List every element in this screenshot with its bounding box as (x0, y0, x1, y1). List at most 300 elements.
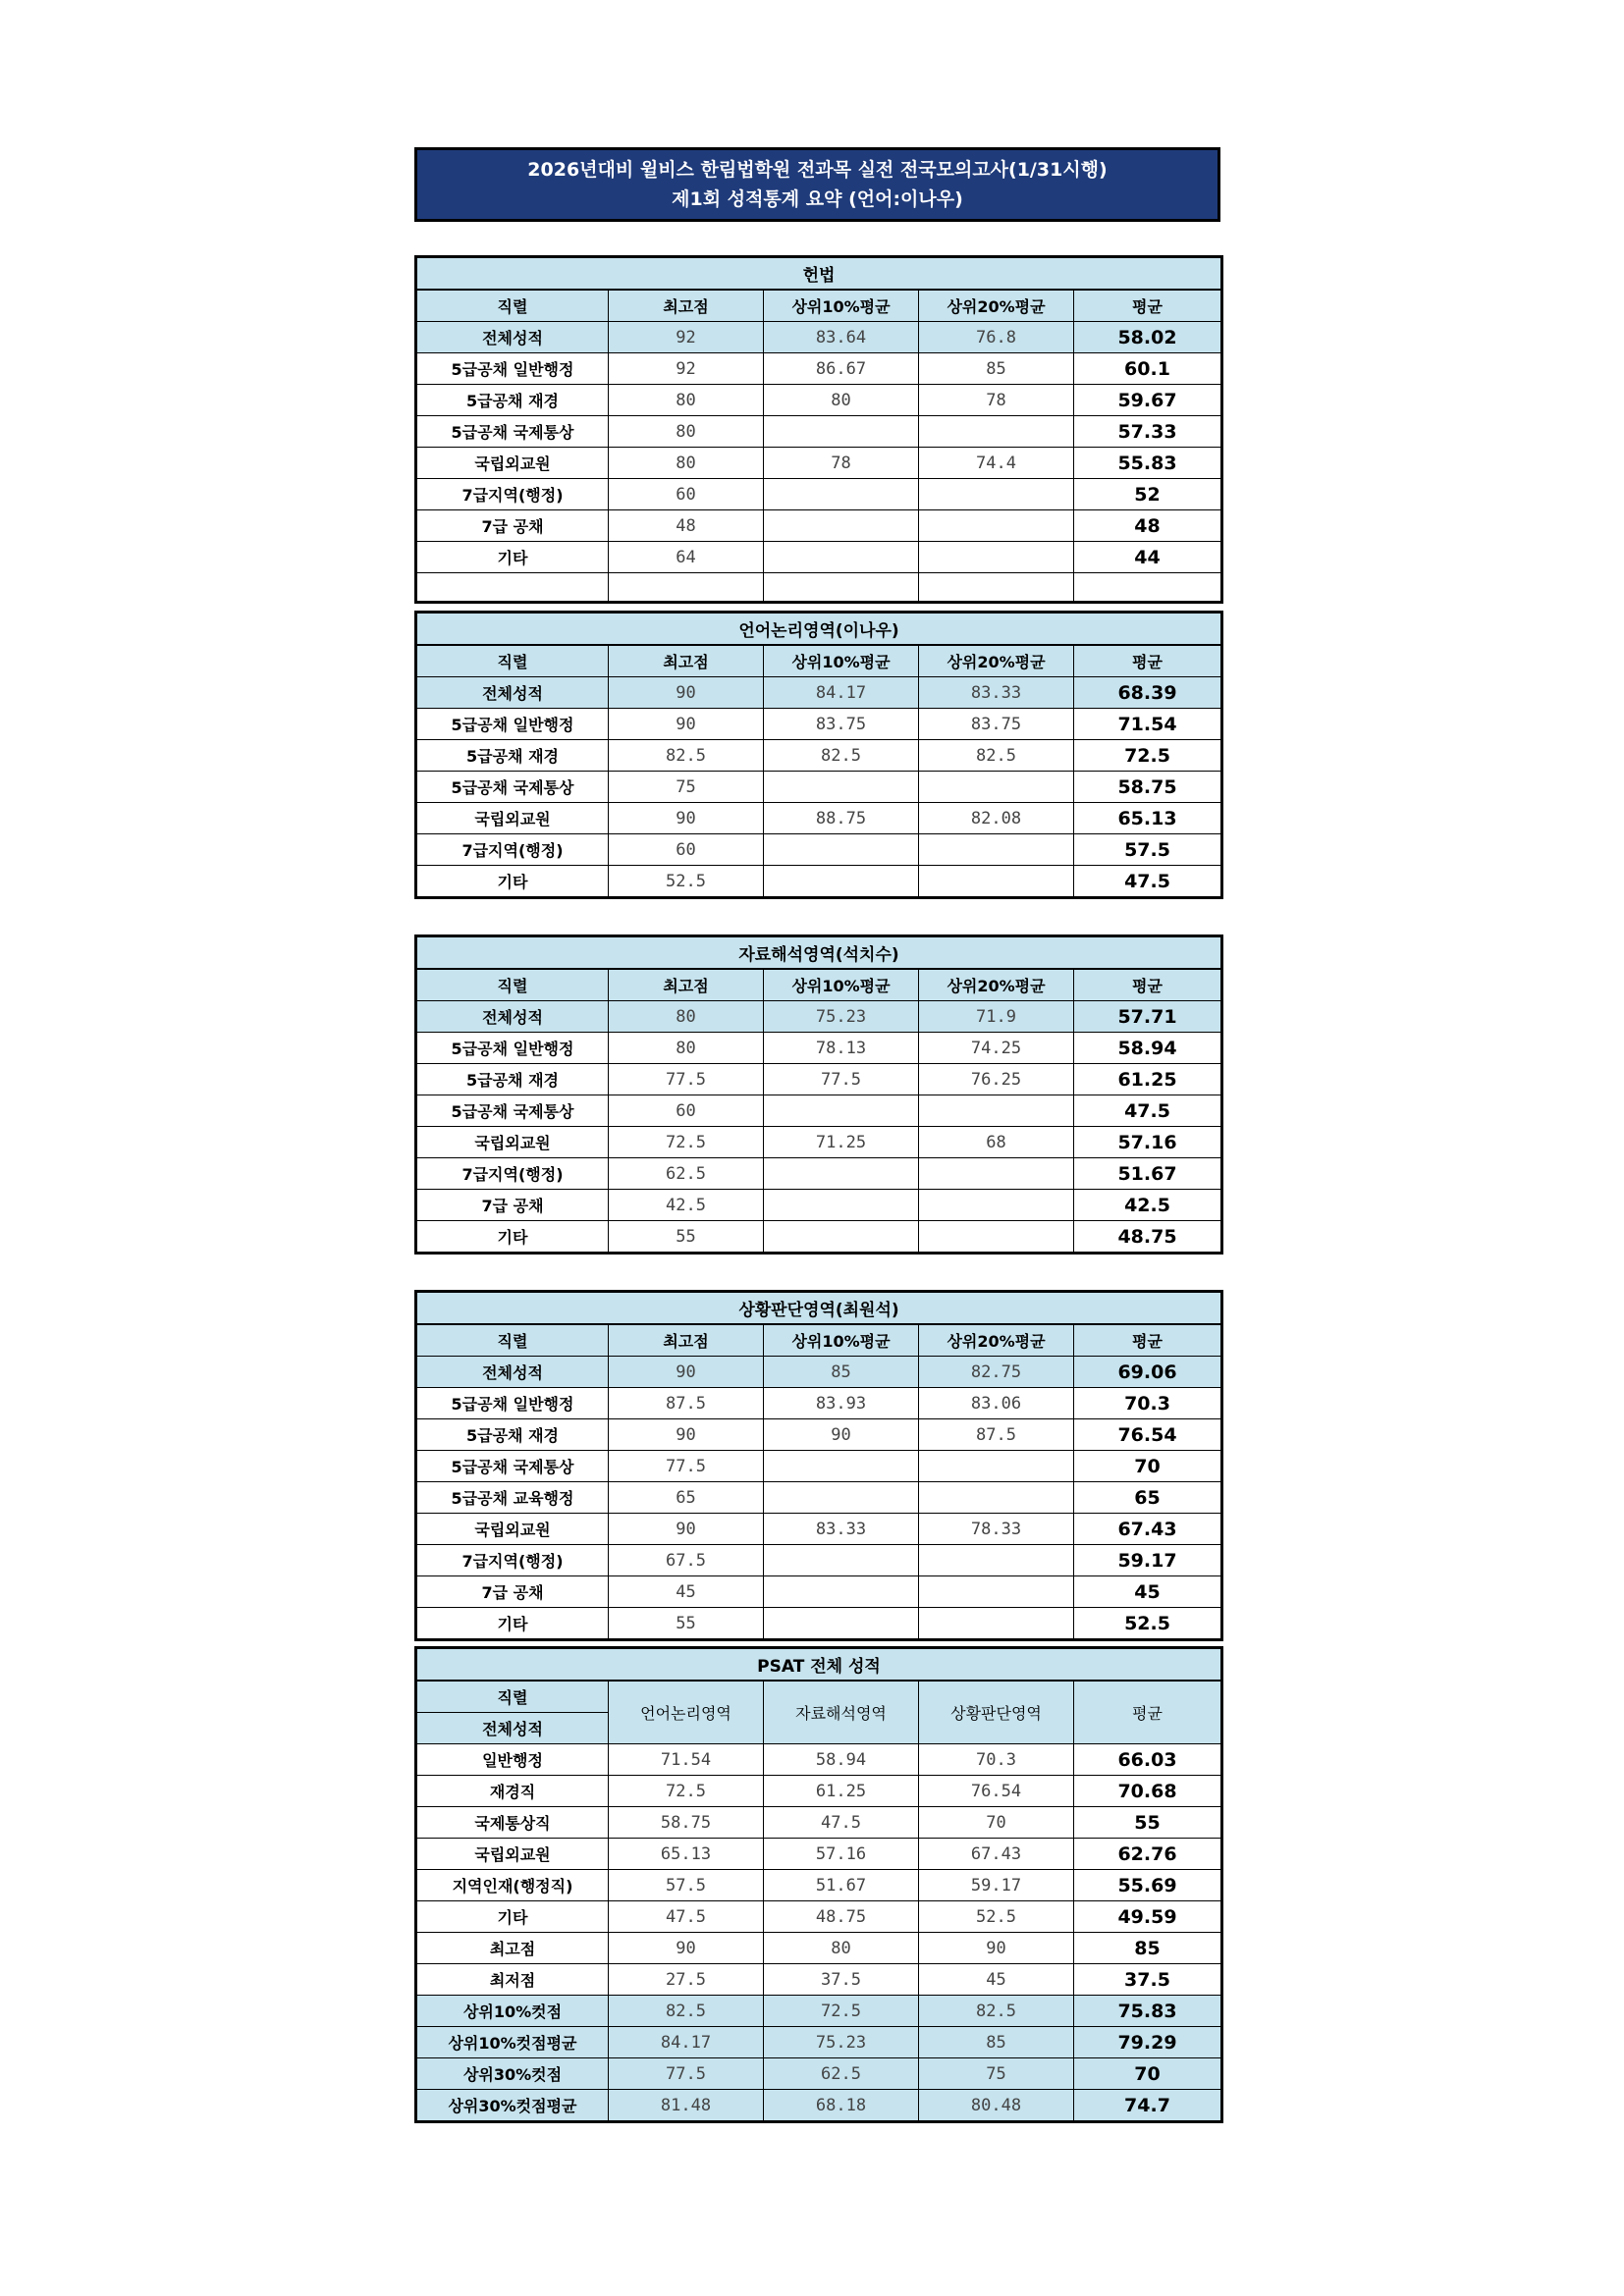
situation-score: 80.48 (919, 2090, 1074, 2122)
top20-avg: 78 (919, 385, 1074, 416)
data-score: 37.5 (764, 1964, 919, 1996)
table-row (416, 2027, 1222, 2058)
max-score: 55 (609, 1608, 764, 1640)
data-score: 68.18 (764, 2090, 919, 2122)
row-label: 5급공채 국제통상 (416, 1451, 609, 1482)
column-header: 상위20%평균 (919, 1324, 1074, 1357)
max-score: 90 (609, 803, 764, 834)
row-label: 국립외교원 (416, 1514, 609, 1545)
top20-avg (919, 542, 1074, 573)
situation-score: 70 (919, 1807, 1074, 1839)
column-header: 자료해석영역 (764, 1681, 919, 1744)
average: 44 (1074, 542, 1222, 573)
section-title: 언어논리영역(이나우) (416, 613, 1222, 646)
top10-avg: 78.13 (764, 1033, 919, 1064)
row-label: 7급 공채 (416, 1190, 609, 1221)
table-row (416, 1964, 1222, 1996)
column-header: 직렬 (416, 290, 609, 322)
average: 58.75 (1074, 772, 1222, 803)
row-label: 전체성적 (416, 1001, 609, 1033)
top10-avg (764, 1190, 919, 1221)
table-row (416, 2058, 1222, 2090)
max-score: 67.5 (609, 1545, 764, 1576)
max-score: 80 (609, 1033, 764, 1064)
average: 59.17 (1074, 1545, 1222, 1576)
average: 72.5 (1074, 740, 1222, 772)
top20-avg: 83.33 (919, 677, 1074, 709)
top10-avg: 84.17 (764, 677, 919, 709)
average: 76.54 (1074, 1419, 1222, 1451)
table-row (416, 1576, 1222, 1608)
verbal-score: 47.5 (609, 1901, 764, 1933)
table-row (416, 2090, 1222, 2122)
top20-avg: 68 (919, 1127, 1074, 1158)
average: 69.06 (1074, 1357, 1222, 1388)
verbal-score: 81.48 (609, 2090, 764, 2122)
row-label: 국제통상직 (416, 1807, 609, 1839)
top10-avg: 80 (764, 385, 919, 416)
top10-avg (764, 479, 919, 510)
situation-score: 75 (919, 2058, 1074, 2090)
top20-avg (919, 866, 1074, 898)
section-table (414, 934, 1223, 1255)
table-row (416, 677, 1222, 709)
section-table (414, 1290, 1223, 1641)
average: 58.94 (1074, 1033, 1222, 1064)
top20-avg: 74.4 (919, 448, 1074, 479)
average: 47.5 (1074, 1095, 1222, 1127)
table-row (416, 1807, 1222, 1839)
average: 55.83 (1074, 448, 1222, 479)
average: 79.29 (1074, 2027, 1222, 2058)
table-row (416, 1482, 1222, 1514)
row-label: 국립외교원 (416, 448, 609, 479)
verbal-score: 77.5 (609, 2058, 764, 2090)
row-label: 기타 (416, 1221, 609, 1254)
data-score: 57.16 (764, 1839, 919, 1870)
verbal-score: 71.54 (609, 1744, 764, 1776)
top20-avg: 71.9 (919, 1001, 1074, 1033)
column-header: 평균 (1074, 1681, 1222, 1744)
row-label: 5급공채 일반행정 (416, 353, 609, 385)
average: 58.02 (1074, 322, 1222, 353)
table-row (416, 1127, 1222, 1158)
top10-avg: 85 (764, 1357, 919, 1388)
max-score: 87.5 (609, 1388, 764, 1419)
column-header: 상위10%평균 (764, 969, 919, 1001)
row-label: 7급 공채 (416, 510, 609, 542)
column-header: 언어논리영역 (609, 1681, 764, 1744)
top10-avg (764, 1095, 919, 1127)
row-label: 5급공채 재경 (416, 1419, 609, 1451)
table-row (416, 416, 1222, 448)
table-row (416, 1419, 1222, 1451)
verbal-score: 82.5 (609, 1996, 764, 2027)
column-header: 전체성적 (416, 1713, 609, 1744)
top20-avg: 83.06 (919, 1388, 1074, 1419)
row-label: 기타 (416, 542, 609, 573)
top20-avg (919, 1190, 1074, 1221)
average: 49.59 (1074, 1901, 1222, 1933)
top10-avg (764, 1576, 919, 1608)
column-header: 최고점 (609, 1324, 764, 1357)
table-row (416, 1095, 1222, 1127)
row-label: 5급공채 일반행정 (416, 1033, 609, 1064)
top10-avg (764, 416, 919, 448)
column-header: 상황판단영역 (919, 1681, 1074, 1744)
verbal-score: 27.5 (609, 1964, 764, 1996)
table-row (416, 385, 1222, 416)
max-score: 55 (609, 1221, 764, 1254)
table-row (416, 1776, 1222, 1807)
top10-avg (764, 1482, 919, 1514)
max-score: 48 (609, 510, 764, 542)
table-row (416, 1033, 1222, 1064)
row-label: 상위10%컷점평균 (416, 2027, 609, 2058)
top10-avg (764, 510, 919, 542)
max-score: 60 (609, 834, 764, 866)
top10-avg (764, 866, 919, 898)
row-label: 최저점 (416, 1964, 609, 1996)
section-title: 상황판단영역(최원석) (416, 1292, 1222, 1325)
average: 66.03 (1074, 1744, 1222, 1776)
row-label: 지역인재(행정직) (416, 1870, 609, 1901)
max-score: 92 (609, 322, 764, 353)
column-header: 직렬 (416, 1681, 609, 1713)
average: 57.16 (1074, 1127, 1222, 1158)
verbal-score: 57.5 (609, 1870, 764, 1901)
row-label: 7급지역(행정) (416, 479, 609, 510)
verbal-score: 58.75 (609, 1807, 764, 1839)
top10-avg: 83.93 (764, 1388, 919, 1419)
top20-avg (919, 1576, 1074, 1608)
column-header: 평균 (1074, 645, 1222, 677)
data-score: 72.5 (764, 1996, 919, 2027)
top20-avg (919, 510, 1074, 542)
max-score: 42.5 (609, 1190, 764, 1221)
row-label: 상위30%컷점 (416, 2058, 609, 2090)
max-score: 60 (609, 1095, 764, 1127)
section-table (414, 255, 1223, 604)
top10-avg (764, 834, 919, 866)
average: 52.5 (1074, 1608, 1222, 1640)
top20-avg (919, 1482, 1074, 1514)
max-score: 45 (609, 1576, 764, 1608)
average: 70.3 (1074, 1388, 1222, 1419)
table-row (416, 772, 1222, 803)
header-row (416, 969, 1222, 1001)
top10-avg (764, 1158, 919, 1190)
data-score: 48.75 (764, 1901, 919, 1933)
psat-table (414, 1646, 1223, 2123)
section-title: 자료해석영역(석치수) (416, 936, 1222, 970)
row-label: 7급지역(행정) (416, 1545, 609, 1576)
average: 67.43 (1074, 1514, 1222, 1545)
table-row (416, 1996, 1222, 2027)
table-row (416, 1357, 1222, 1388)
situation-score: 67.43 (919, 1839, 1074, 1870)
max-score: 77.5 (609, 1064, 764, 1095)
table-row (416, 1388, 1222, 1419)
row-label: 5급공채 국제통상 (416, 772, 609, 803)
column-header: 평균 (1074, 1324, 1222, 1357)
top20-avg: 82.75 (919, 1357, 1074, 1388)
max-score: 80 (609, 1001, 764, 1033)
row-label: 기타 (416, 1608, 609, 1640)
average: 37.5 (1074, 1964, 1222, 1996)
table-row (416, 1933, 1222, 1964)
row-label: 7급지역(행정) (416, 834, 609, 866)
top20-avg: 87.5 (919, 1419, 1074, 1451)
max-score: 60 (609, 479, 764, 510)
max-score: 62.5 (609, 1158, 764, 1190)
max-score: 90 (609, 677, 764, 709)
column-header: 직렬 (416, 1324, 609, 1357)
average: 55 (1074, 1807, 1222, 1839)
table-row (416, 1451, 1222, 1482)
title-line1: 2026년대비 윌비스 한림법학원 전과목 실전 전국모의고사(1/31시행) (527, 159, 1108, 181)
column-header: 상위20%평균 (919, 969, 1074, 1001)
top10-avg: 86.67 (764, 353, 919, 385)
average: 57.5 (1074, 834, 1222, 866)
situation-score: 82.5 (919, 1996, 1074, 2027)
top20-avg (919, 1095, 1074, 1127)
row-label: 7급지역(행정) (416, 1158, 609, 1190)
column-header: 상위20%평균 (919, 645, 1074, 677)
max-score: 82.5 (609, 740, 764, 772)
table-row (416, 322, 1222, 353)
situation-score: 52.5 (919, 1901, 1074, 1933)
row-label: 7급 공채 (416, 1576, 609, 1608)
top10-avg (764, 772, 919, 803)
row-label: 상위10%컷점 (416, 1996, 609, 2027)
average: 51.67 (1074, 1158, 1222, 1190)
average: 75.83 (1074, 1996, 1222, 2027)
header-row (416, 1681, 1222, 1713)
top20-avg (919, 772, 1074, 803)
header-row (416, 290, 1222, 322)
table-row (416, 353, 1222, 385)
top10-avg: 83.64 (764, 322, 919, 353)
situation-score: 45 (919, 1964, 1074, 1996)
top20-avg (919, 416, 1074, 448)
title-line2: 제1회 성적통계 요약 (언어:이나우) (672, 188, 963, 210)
row-label: 재경직 (416, 1776, 609, 1807)
top10-avg: 75.23 (764, 1001, 919, 1033)
max-score: 80 (609, 385, 764, 416)
row-label: 기타 (416, 866, 609, 898)
average: 74.7 (1074, 2090, 1222, 2122)
table-row (416, 1870, 1222, 1901)
row-label: 전체성적 (416, 1357, 609, 1388)
table-row (416, 1190, 1222, 1221)
report (414, 147, 1220, 2116)
row-label: 5급공채 국제통상 (416, 416, 609, 448)
table-row (416, 1744, 1222, 1776)
top10-avg: 82.5 (764, 740, 919, 772)
spacer-row (416, 573, 1222, 603)
table-row (416, 1514, 1222, 1545)
max-score: 90 (609, 709, 764, 740)
row-label: 5급공채 재경 (416, 385, 609, 416)
row-label: 국립외교원 (416, 803, 609, 834)
top20-avg (919, 1451, 1074, 1482)
max-score: 90 (609, 1419, 764, 1451)
row-label: 전체성적 (416, 677, 609, 709)
section-title: 헌법 (416, 257, 1222, 291)
average: 45 (1074, 1576, 1222, 1608)
top20-avg (919, 834, 1074, 866)
average: 52 (1074, 479, 1222, 510)
row-label: 5급공채 재경 (416, 740, 609, 772)
average: 70 (1074, 1451, 1222, 1482)
data-score: 47.5 (764, 1807, 919, 1839)
top10-avg (764, 1608, 919, 1640)
table-row (416, 1158, 1222, 1190)
row-label: 국립외교원 (416, 1127, 609, 1158)
max-score: 80 (609, 448, 764, 479)
verbal-score: 72.5 (609, 1776, 764, 1807)
row-label: 상위30%컷점평균 (416, 2090, 609, 2122)
top20-avg (919, 479, 1074, 510)
average: 70 (1074, 2058, 1222, 2090)
average: 57.71 (1074, 1001, 1222, 1033)
data-score: 51.67 (764, 1870, 919, 1901)
situation-score: 90 (919, 1933, 1074, 1964)
row-label: 5급공채 국제통상 (416, 1095, 609, 1127)
top20-avg: 83.75 (919, 709, 1074, 740)
top10-avg (764, 542, 919, 573)
column-header: 상위10%평균 (764, 1324, 919, 1357)
report-title (414, 147, 1220, 222)
data-score: 58.94 (764, 1744, 919, 1776)
top10-avg (764, 1451, 919, 1482)
table-row (416, 803, 1222, 834)
column-header: 상위10%평균 (764, 645, 919, 677)
max-score: 64 (609, 542, 764, 573)
row-label: 5급공채 재경 (416, 1064, 609, 1095)
table-row (416, 866, 1222, 898)
average: 60.1 (1074, 353, 1222, 385)
top10-avg: 83.75 (764, 709, 919, 740)
top20-avg: 74.25 (919, 1033, 1074, 1064)
average: 71.54 (1074, 709, 1222, 740)
column-header: 최고점 (609, 290, 764, 322)
section-table (414, 611, 1223, 899)
top20-avg: 82.08 (919, 803, 1074, 834)
verbal-score: 65.13 (609, 1839, 764, 1870)
max-score: 77.5 (609, 1451, 764, 1482)
column-header: 직렬 (416, 969, 609, 1001)
row-label: 일반행정 (416, 1744, 609, 1776)
verbal-score: 84.17 (609, 2027, 764, 2058)
table-row (416, 1545, 1222, 1576)
max-score: 80 (609, 416, 764, 448)
table-row (416, 1221, 1222, 1254)
table-row (416, 1064, 1222, 1095)
top20-avg (919, 1545, 1074, 1576)
top20-avg: 78.33 (919, 1514, 1074, 1545)
average: 61.25 (1074, 1064, 1222, 1095)
average: 48.75 (1074, 1221, 1222, 1254)
top20-avg: 76.8 (919, 322, 1074, 353)
row-label: 기타 (416, 1901, 609, 1933)
table-row (416, 542, 1222, 573)
table-row (416, 479, 1222, 510)
top20-avg: 76.25 (919, 1064, 1074, 1095)
situation-score: 85 (919, 2027, 1074, 2058)
average: 48 (1074, 510, 1222, 542)
table-row (416, 510, 1222, 542)
table-row (416, 709, 1222, 740)
table-row (416, 834, 1222, 866)
average: 65 (1074, 1482, 1222, 1514)
top20-avg: 85 (919, 353, 1074, 385)
top10-avg: 83.33 (764, 1514, 919, 1545)
max-score: 90 (609, 1514, 764, 1545)
top20-avg: 82.5 (919, 740, 1074, 772)
average: 59.67 (1074, 385, 1222, 416)
average: 70.68 (1074, 1776, 1222, 1807)
table-row (416, 448, 1222, 479)
average: 47.5 (1074, 866, 1222, 898)
row-label: 전체성적 (416, 322, 609, 353)
section-title: PSAT 전체 성적 (416, 1648, 1222, 1682)
max-score: 90 (609, 1357, 764, 1388)
average: 57.33 (1074, 416, 1222, 448)
column-header: 최고점 (609, 645, 764, 677)
top20-avg (919, 1608, 1074, 1640)
top10-avg (764, 1221, 919, 1254)
row-label: 5급공채 일반행정 (416, 1388, 609, 1419)
table-row (416, 1608, 1222, 1640)
situation-score: 59.17 (919, 1870, 1074, 1901)
top10-avg: 88.75 (764, 803, 919, 834)
table-row (416, 1901, 1222, 1933)
row-label: 최고점 (416, 1933, 609, 1964)
column-header: 직렬 (416, 645, 609, 677)
data-score: 75.23 (764, 2027, 919, 2058)
data-score: 62.5 (764, 2058, 919, 2090)
table-row (416, 740, 1222, 772)
top10-avg: 77.5 (764, 1064, 919, 1095)
verbal-score: 90 (609, 1933, 764, 1964)
column-header: 최고점 (609, 969, 764, 1001)
header-row (416, 1324, 1222, 1357)
max-score: 75 (609, 772, 764, 803)
max-score: 92 (609, 353, 764, 385)
average: 65.13 (1074, 803, 1222, 834)
situation-score: 76.54 (919, 1776, 1074, 1807)
column-header: 상위10%평균 (764, 290, 919, 322)
average: 85 (1074, 1933, 1222, 1964)
table-row (416, 1001, 1222, 1033)
top10-avg (764, 1545, 919, 1576)
top10-avg: 90 (764, 1419, 919, 1451)
top20-avg (919, 1221, 1074, 1254)
column-header: 평균 (1074, 290, 1222, 322)
table-row (416, 1839, 1222, 1870)
data-score: 61.25 (764, 1776, 919, 1807)
average: 42.5 (1074, 1190, 1222, 1221)
header-row (416, 645, 1222, 677)
top10-avg: 71.25 (764, 1127, 919, 1158)
row-label: 5급공채 교육행정 (416, 1482, 609, 1514)
max-score: 72.5 (609, 1127, 764, 1158)
data-score: 80 (764, 1933, 919, 1964)
column-header: 상위20%평균 (919, 290, 1074, 322)
row-label: 국립외교원 (416, 1839, 609, 1870)
